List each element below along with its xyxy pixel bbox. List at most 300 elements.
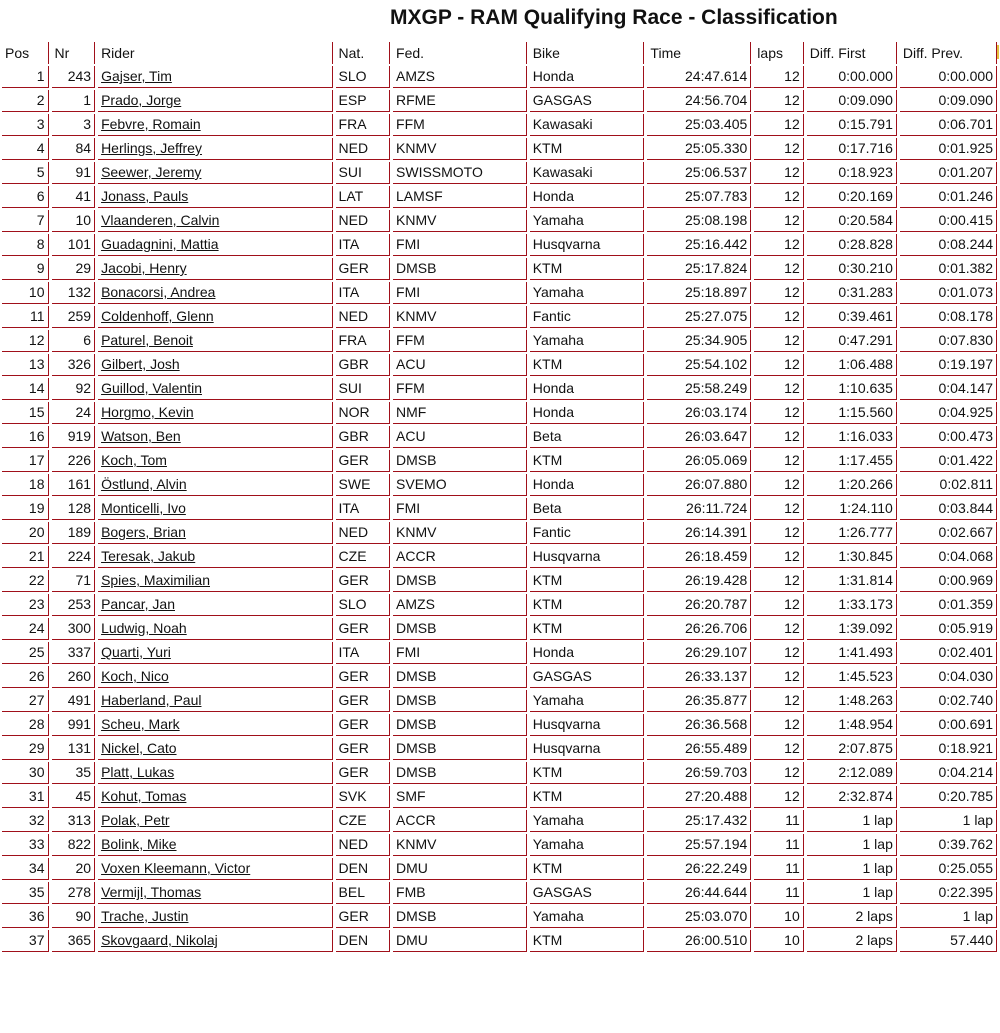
cell-nr: 161 <box>52 474 96 496</box>
cell-diff-prev: 0:20.785 <box>900 786 997 808</box>
cell-fed: KNMV <box>393 522 527 544</box>
cell-diff-first: 1:26.777 <box>807 522 897 544</box>
cell-diff-first: 2 laps <box>807 930 897 952</box>
col-header-laps[interactable]: laps <box>754 42 803 64</box>
cell-nr: 300 <box>52 618 96 640</box>
cell-nr: 278 <box>52 882 96 904</box>
cell-nr: 132 <box>52 282 96 304</box>
cell-fed: AMZS <box>393 594 527 616</box>
cell-nr: 45 <box>52 786 96 808</box>
cell-diff-first: 0:17.716 <box>807 138 897 160</box>
cell-nat: ITA <box>336 234 390 256</box>
cell-rider <box>98 882 332 904</box>
cell-pos: 37 <box>2 930 49 952</box>
cell-time: 26:05.069 <box>647 450 751 472</box>
rider-link[interactable]: Guadagnini, Mattia <box>101 236 219 252</box>
cell-rider <box>98 66 332 88</box>
table-row <box>2 186 997 208</box>
cell-nat: GER <box>336 690 390 712</box>
rider-link[interactable]: Skovgaard, Nikolaj <box>101 932 218 948</box>
cell-pos: 16 <box>2 426 49 448</box>
col-header-nr[interactable]: Nr <box>52 42 96 64</box>
cell-nat: NED <box>336 306 390 328</box>
rider-link[interactable]: Platt, Lukas <box>101 764 175 780</box>
cell-time: 25:07.783 <box>647 186 751 208</box>
cell-diff-first: 0:09.090 <box>807 90 897 112</box>
cell-nat: NED <box>336 834 390 856</box>
rider-link[interactable]: Vlaanderen, Calvin <box>101 212 220 228</box>
cell-diff-prev: 0:22.395 <box>900 882 997 904</box>
rider-link[interactable]: Febvre, Romain <box>101 116 201 132</box>
cell-laps: 12 <box>754 594 803 616</box>
cell-pos: 4 <box>2 138 49 160</box>
cell-time: 25:18.897 <box>647 282 751 304</box>
cell-time: 25:16.442 <box>647 234 751 256</box>
cell-laps: 12 <box>754 570 803 592</box>
cell-rider <box>98 186 332 208</box>
cell-pos: 3 <box>2 114 49 136</box>
cell-fed: SMF <box>393 786 527 808</box>
table-row <box>2 546 997 568</box>
cell-bike: Yamaha <box>530 810 645 832</box>
rider-link[interactable]: Nickel, Cato <box>101 740 177 756</box>
cell-diff-first: 1:45.523 <box>807 666 897 688</box>
cell-diff-prev: 0:39.762 <box>900 834 997 856</box>
cell-nr: 71 <box>52 570 96 592</box>
cell-rider <box>98 354 332 376</box>
cell-time: 25:34.905 <box>647 330 751 352</box>
cell-diff-prev: 1 lap <box>900 906 997 928</box>
cell-fed: KNMV <box>393 210 527 232</box>
cell-laps: 12 <box>754 234 803 256</box>
rider-link[interactable]: Vermijl, Thomas <box>101 884 202 900</box>
cell-diff-first: 1 lap <box>807 882 897 904</box>
cell-nr: 822 <box>52 834 96 856</box>
cell-bike: KTM <box>530 594 645 616</box>
rider-link[interactable]: Koch, Tom <box>101 452 167 468</box>
table-row <box>2 594 997 616</box>
cell-pos: 25 <box>2 642 49 664</box>
cell-time: 25:27.075 <box>647 306 751 328</box>
rider-link[interactable]: Quarti, Yuri <box>101 644 171 660</box>
cell-bike: Husqvarna <box>530 738 645 760</box>
cell-rider <box>98 666 332 688</box>
cell-diff-prev: 0:03.844 <box>900 498 997 520</box>
cell-bike: KTM <box>530 786 645 808</box>
cell-fed: KNMV <box>393 306 527 328</box>
table-row <box>2 90 997 112</box>
cell-laps: 12 <box>754 714 803 736</box>
rider-link[interactable]: Bogers, Brian <box>101 524 186 540</box>
cell-nat: ITA <box>336 282 390 304</box>
rider-link[interactable]: Bolink, Mike <box>101 836 177 852</box>
cell-diff-first: 1 lap <box>807 834 897 856</box>
cell-nat: ESP <box>336 90 390 112</box>
cell-bike: Honda <box>530 186 645 208</box>
cell-bike: Beta <box>530 426 645 448</box>
rider-link[interactable]: Kohut, Tomas <box>101 788 187 804</box>
cell-laps: 12 <box>754 762 803 784</box>
table-row <box>2 210 997 232</box>
cell-nr: 243 <box>52 66 96 88</box>
cell-nr: 91 <box>52 162 96 184</box>
cell-nr: 491 <box>52 690 96 712</box>
cell-diff-first: 1:30.845 <box>807 546 897 568</box>
cell-fed: FFM <box>393 330 527 352</box>
cell-laps: 12 <box>754 402 803 424</box>
table-row <box>2 306 997 328</box>
cell-nr: 101 <box>52 234 96 256</box>
rider-link[interactable]: Polak, Petr <box>101 812 170 828</box>
cell-diff-prev: 0:18.921 <box>900 738 997 760</box>
col-header-diff-first[interactable]: Diff. First <box>807 42 897 64</box>
cell-diff-first: 1 lap <box>807 858 897 880</box>
col-header-pos[interactable]: Pos <box>2 42 49 64</box>
cell-diff-first: 1 lap <box>807 810 897 832</box>
cell-diff-prev: 0:01.246 <box>900 186 997 208</box>
cell-diff-first: 2:32.874 <box>807 786 897 808</box>
rider-link[interactable]: Monticelli, Ivo <box>101 500 186 516</box>
cell-diff-prev: 0:08.178 <box>900 306 997 328</box>
cell-bike: Honda <box>530 642 645 664</box>
rider-link[interactable]: Seewer, Jeremy <box>101 164 202 180</box>
cell-bike: KTM <box>530 858 645 880</box>
cell-diff-prev: 0:04.068 <box>900 546 997 568</box>
cell-diff-prev: 0:00.415 <box>900 210 997 232</box>
cell-laps: 12 <box>754 90 803 112</box>
cell-fed: LAMSF <box>393 186 527 208</box>
rider-link[interactable]: Pancar, Jan <box>101 596 175 612</box>
cell-time: 26:18.459 <box>647 546 751 568</box>
cell-nat: SWE <box>336 474 390 496</box>
cell-pos: 32 <box>2 810 49 832</box>
cell-time: 26:11.724 <box>647 498 751 520</box>
cell-fed: DMSB <box>393 906 527 928</box>
cell-time: 25:06.537 <box>647 162 751 184</box>
rider-link[interactable]: Ludwig, Noah <box>101 620 187 636</box>
cell-bike: KTM <box>530 258 645 280</box>
cell-nr: 991 <box>52 714 96 736</box>
cell-nr: 1 <box>52 90 96 112</box>
cell-nr: 24 <box>52 402 96 424</box>
cell-diff-prev: 0:01.382 <box>900 258 997 280</box>
col-header-time[interactable]: Time <box>647 42 751 64</box>
cell-laps: 12 <box>754 306 803 328</box>
table-row <box>2 930 997 952</box>
cell-nr: 260 <box>52 666 96 688</box>
cell-diff-prev: 0:04.214 <box>900 762 997 784</box>
rider-link[interactable]: Voxen Kleemann, Victor <box>101 860 251 876</box>
rider-link[interactable]: Horgmo, Kevin <box>101 404 194 420</box>
cell-nat: GBR <box>336 426 390 448</box>
cell-fed: FMB <box>393 882 527 904</box>
cell-diff-prev: 0:19.197 <box>900 354 997 376</box>
cell-nr: 365 <box>52 930 96 952</box>
cell-diff-prev: 0:04.147 <box>900 378 997 400</box>
table-row <box>2 858 997 880</box>
cell-diff-prev: 0:09.090 <box>900 90 997 112</box>
col-header-rider[interactable]: Rider <box>98 42 332 64</box>
cell-diff-prev: 57.440 <box>900 930 997 952</box>
cell-rider <box>98 618 332 640</box>
cell-time: 26:22.249 <box>647 858 751 880</box>
cell-pos: 22 <box>2 570 49 592</box>
rider-link[interactable]: Teresak, Jakub <box>101 548 196 564</box>
rider-link[interactable]: Watson, Ben <box>101 428 181 444</box>
cell-laps: 12 <box>754 546 803 568</box>
cell-diff-first: 1:39.092 <box>807 618 897 640</box>
table-row <box>2 666 997 688</box>
cell-rider <box>98 690 332 712</box>
cell-laps: 12 <box>754 666 803 688</box>
cell-nat: DEN <box>336 930 390 952</box>
cell-bike: Honda <box>530 402 645 424</box>
cell-laps: 10 <box>754 930 803 952</box>
cell-time: 26:03.647 <box>647 426 751 448</box>
cell-pos: 34 <box>2 858 49 880</box>
cell-nr: 92 <box>52 378 96 400</box>
cell-nr: 41 <box>52 186 96 208</box>
cell-nat: ITA <box>336 498 390 520</box>
cell-fed: KNMV <box>393 138 527 160</box>
cell-nat: GER <box>336 906 390 928</box>
cell-diff-prev: 0:06.701 <box>900 114 997 136</box>
cell-pos: 20 <box>2 522 49 544</box>
table-row <box>2 882 997 904</box>
cell-time: 26:00.510 <box>647 930 751 952</box>
cell-bike: KTM <box>530 138 645 160</box>
cell-bike: Fantic <box>530 306 645 328</box>
cell-time: 25:54.102 <box>647 354 751 376</box>
rider-link[interactable]: Spies, Maximilian <box>101 572 210 588</box>
cell-diff-prev: 0:00.000 <box>900 66 997 88</box>
cell-pos: 6 <box>2 186 49 208</box>
cell-diff-prev: 0:04.030 <box>900 666 997 688</box>
cell-nr: 259 <box>52 306 96 328</box>
cell-pos: 15 <box>2 402 49 424</box>
cell-diff-first: 0:15.791 <box>807 114 897 136</box>
rider-link[interactable]: Gajser, Tim <box>101 68 172 84</box>
rider-link[interactable]: Koch, Nico <box>101 668 169 684</box>
table-row <box>2 378 997 400</box>
cell-fed: NMF <box>393 402 527 424</box>
cell-rider <box>98 906 332 928</box>
cell-time: 25:08.198 <box>647 210 751 232</box>
cell-fed: DMU <box>393 858 527 880</box>
cell-bike: Fantic <box>530 522 645 544</box>
cell-nr: 128 <box>52 498 96 520</box>
cell-rider <box>98 546 332 568</box>
cell-nat: NED <box>336 522 390 544</box>
cell-fed: ACU <box>393 354 527 376</box>
cell-diff-first: 0:39.461 <box>807 306 897 328</box>
cell-nat: ITA <box>336 642 390 664</box>
cell-nr: 189 <box>52 522 96 544</box>
cell-rider <box>98 138 332 160</box>
cell-bike: KTM <box>530 762 645 784</box>
cell-bike: Husqvarna <box>530 714 645 736</box>
cell-bike: KTM <box>530 930 645 952</box>
cell-fed: DMSB <box>393 738 527 760</box>
table-header-row <box>2 42 997 64</box>
cell-diff-first: 0:30.210 <box>807 258 897 280</box>
cell-bike: Yamaha <box>530 330 645 352</box>
table-row <box>2 330 997 352</box>
cell-fed: FFM <box>393 378 527 400</box>
cell-laps: 12 <box>754 162 803 184</box>
cell-diff-prev: 0:02.401 <box>900 642 997 664</box>
cell-time: 25:17.824 <box>647 258 751 280</box>
table-row <box>2 906 997 928</box>
cell-nat: CZE <box>336 810 390 832</box>
cell-laps: 10 <box>754 906 803 928</box>
cell-bike: Kawasaki <box>530 114 645 136</box>
cell-fed: AMZS <box>393 66 527 88</box>
cell-diff-first: 1:31.814 <box>807 570 897 592</box>
cell-diff-first: 2 laps <box>807 906 897 928</box>
cell-nat: GER <box>336 666 390 688</box>
cell-bike: Yamaha <box>530 690 645 712</box>
table-row <box>2 114 997 136</box>
cell-laps: 12 <box>754 114 803 136</box>
rider-link[interactable]: Gilbert, Josh <box>101 356 180 372</box>
cell-fed: ACCR <box>393 546 527 568</box>
table-row <box>2 498 997 520</box>
cell-diff-first: 0:31.283 <box>807 282 897 304</box>
cell-nat: BEL <box>336 882 390 904</box>
cell-diff-first: 0:18.923 <box>807 162 897 184</box>
cell-time: 26:33.137 <box>647 666 751 688</box>
cell-bike: Honda <box>530 474 645 496</box>
cell-bike: Yamaha <box>530 906 645 928</box>
cell-fed: ACCR <box>393 810 527 832</box>
rider-link[interactable]: Herlings, Jeffrey <box>101 140 202 156</box>
cell-time: 26:19.428 <box>647 570 751 592</box>
col-header-fed[interactable]: Fed. <box>393 42 527 64</box>
cell-fed: ACU <box>393 426 527 448</box>
cell-laps: 12 <box>754 498 803 520</box>
table-row <box>2 450 997 472</box>
table-row <box>2 522 997 544</box>
page-title: MXGP - RAM Qualifying Race - Classification <box>390 6 838 29</box>
cell-diff-prev: 0:00.969 <box>900 570 997 592</box>
cell-diff-prev: 0:07.830 <box>900 330 997 352</box>
cell-nat: GER <box>336 762 390 784</box>
rider-link[interactable]: Haberland, Paul <box>101 692 202 708</box>
cell-nat: GBR <box>336 354 390 376</box>
cell-pos: 8 <box>2 234 49 256</box>
col-header-nat[interactable]: Nat. <box>336 42 390 64</box>
cell-bike: KTM <box>530 618 645 640</box>
cell-bike: Husqvarna <box>530 546 645 568</box>
cell-diff-first: 0:20.169 <box>807 186 897 208</box>
cell-rider <box>98 450 332 472</box>
table-row <box>2 786 997 808</box>
cell-diff-first: 1:20.266 <box>807 474 897 496</box>
cell-pos: 35 <box>2 882 49 904</box>
table-row <box>2 642 997 664</box>
cell-nat: GER <box>336 258 390 280</box>
cell-pos: 36 <box>2 906 49 928</box>
cell-nat: GER <box>336 570 390 592</box>
cell-laps: 12 <box>754 450 803 472</box>
rider-link[interactable]: Jacobi, Henry <box>101 260 187 276</box>
rider-link[interactable]: Östlund, Alvin <box>101 476 187 492</box>
cell-pos: 1 <box>2 66 49 88</box>
rider-link[interactable]: Paturel, Benoit <box>101 332 193 348</box>
cell-rider <box>98 642 332 664</box>
cell-nat: SLO <box>336 594 390 616</box>
cell-fed: DMSB <box>393 714 527 736</box>
cell-diff-prev: 0:02.667 <box>900 522 997 544</box>
cell-nr: 313 <box>52 810 96 832</box>
cell-diff-first: 2:12.089 <box>807 762 897 784</box>
cell-pos: 24 <box>2 618 49 640</box>
cell-rider <box>98 234 332 256</box>
rider-link[interactable]: Prado, Jorge <box>101 92 182 108</box>
rider-link[interactable]: Scheu, Mark <box>101 716 180 732</box>
cell-laps: 11 <box>754 882 803 904</box>
cell-diff-first: 1:17.455 <box>807 450 897 472</box>
cell-bike: GASGAS <box>530 90 645 112</box>
table-row <box>2 66 997 88</box>
cell-laps: 12 <box>754 690 803 712</box>
rider-link[interactable]: Coldenhoff, Glenn <box>101 308 214 324</box>
cell-pos: 17 <box>2 450 49 472</box>
cell-nr: 84 <box>52 138 96 160</box>
cell-laps: 12 <box>754 618 803 640</box>
rider-link[interactable]: Jonass, Pauls <box>101 188 189 204</box>
cell-nat: CZE <box>336 546 390 568</box>
rider-link[interactable]: Bonacorsi, Andrea <box>101 284 216 300</box>
cell-pos: 14 <box>2 378 49 400</box>
cell-laps: 12 <box>754 786 803 808</box>
cell-diff-prev: 0:00.691 <box>900 714 997 736</box>
table-row <box>2 570 997 592</box>
cell-fed: DMSB <box>393 618 527 640</box>
rider-link[interactable]: Guillod, Valentin <box>101 380 202 396</box>
table-row <box>2 690 997 712</box>
cell-nat: FRA <box>336 114 390 136</box>
cell-rider <box>98 258 332 280</box>
cell-rider <box>98 594 332 616</box>
cell-pos: 13 <box>2 354 49 376</box>
cell-rider <box>98 330 332 352</box>
cell-fed: DMSB <box>393 570 527 592</box>
cell-rider <box>98 522 332 544</box>
cell-laps: 12 <box>754 66 803 88</box>
cell-bike: Husqvarna <box>530 234 645 256</box>
cell-bike: Honda <box>530 66 645 88</box>
cell-rider <box>98 474 332 496</box>
cell-nat: SVK <box>336 786 390 808</box>
cell-time: 25:17.432 <box>647 810 751 832</box>
col-header-bike[interactable]: Bike <box>530 42 645 64</box>
col-header-diff-prev[interactable]: Diff. Prev. <box>900 42 997 64</box>
cell-fed: KNMV <box>393 834 527 856</box>
cell-rider <box>98 786 332 808</box>
cell-bike: Yamaha <box>530 210 645 232</box>
rider-link[interactable]: Trache, Justin <box>101 908 189 924</box>
cell-rider <box>98 570 332 592</box>
cell-nr: 326 <box>52 354 96 376</box>
cell-time: 25:03.070 <box>647 906 751 928</box>
cell-rider <box>98 114 332 136</box>
cell-diff-prev: 0:01.207 <box>900 162 997 184</box>
cell-diff-prev: 0:25.055 <box>900 858 997 880</box>
cell-fed: DMSB <box>393 762 527 784</box>
cell-laps: 12 <box>754 210 803 232</box>
